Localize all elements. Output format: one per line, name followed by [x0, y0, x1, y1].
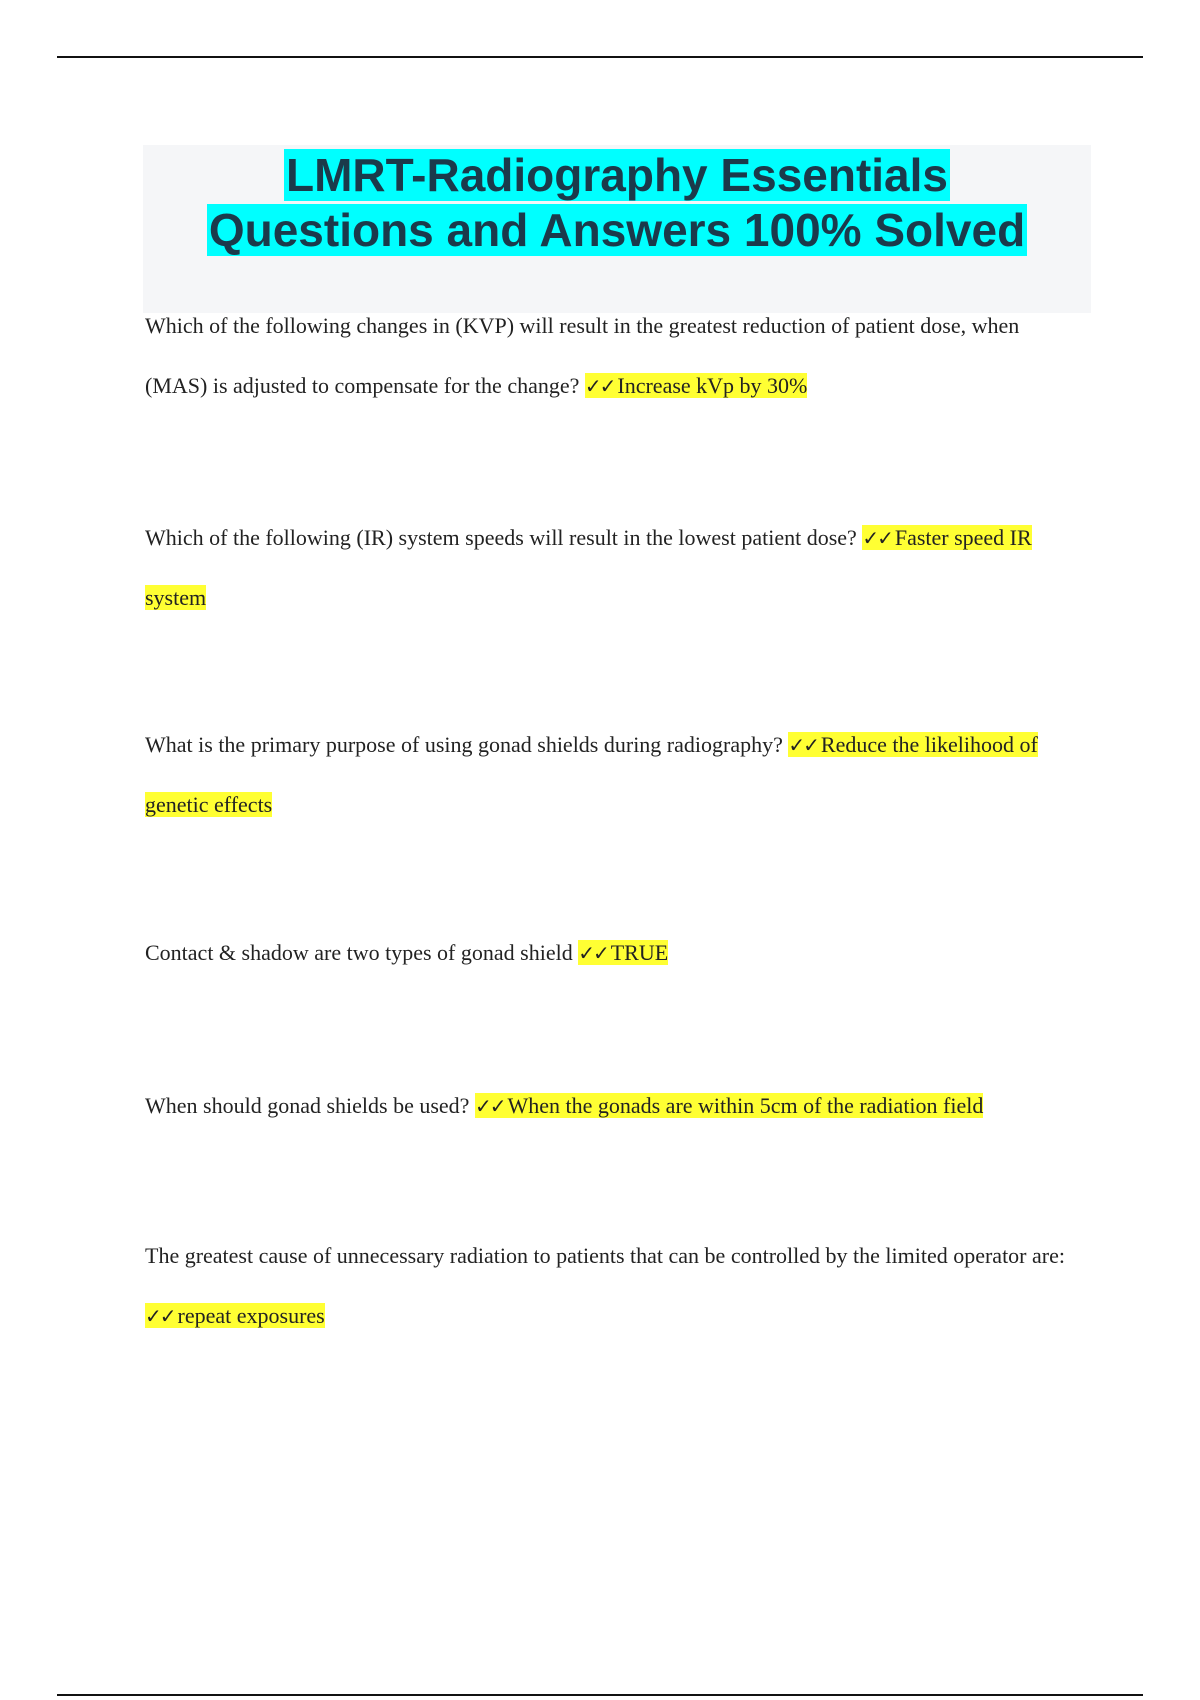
title-text-2: Questions and Answers 100% Solved	[208, 204, 1026, 256]
answer-text: Increase kVp by 30%	[617, 373, 808, 398]
title-line-1	[143, 148, 1091, 203]
double-check-icon: ✓✓	[474, 1094, 505, 1118]
title-line-2	[143, 203, 1091, 258]
answer-text: Reduce the likelihood of genetic effects	[145, 732, 1038, 817]
answer-text: repeat exposures	[177, 1303, 325, 1328]
header-rule	[57, 56, 1143, 58]
question-text: What is the primary purpose of using gonad shields during radiography?	[145, 732, 783, 757]
question-text: The greatest cause of unnecessary radiation to patients that can be controlled by the limited operator are:	[145, 1243, 1065, 1268]
qa-item-6	[145, 1226, 1085, 1346]
qa-item-4	[145, 923, 1085, 983]
answer-highlight	[145, 1303, 325, 1328]
answer-highlight	[578, 940, 668, 965]
title-text-1: LMRT-Radiography Essentials	[285, 149, 948, 201]
qa-item-3	[145, 715, 1085, 835]
answer-highlight	[475, 1093, 983, 1118]
footer-rule	[57, 1694, 1143, 1696]
question-text: Which of the following (IR) system speeds will result in the lowest patient dose?	[145, 525, 857, 550]
question-text: Which of the following changes in (KVP) will result in the greatest reduction of patient dose, when (MAS) is adjusted to compensate for the change?	[145, 313, 1020, 398]
answer-text: When the gonads are within 5cm of the radiation field	[507, 1093, 984, 1118]
double-check-icon: ✓✓	[788, 733, 818, 757]
answer-highlight	[585, 373, 808, 398]
double-check-icon: ✓✓	[584, 374, 615, 398]
double-check-icon: ✓✓	[578, 941, 608, 965]
answer-text: Faster speed IR system	[145, 525, 1032, 610]
qa-item-1	[145, 296, 1085, 416]
answer-text: TRUE	[610, 940, 669, 965]
question-text: Contact & shadow are two types of gonad shield	[145, 940, 573, 965]
double-check-icon: ✓✓	[862, 526, 892, 550]
title-block	[143, 145, 1091, 313]
qa-item-2	[145, 508, 1085, 628]
qa-item-5	[145, 1076, 1085, 1136]
question-text: When should gonad shields be used?	[145, 1093, 470, 1118]
double-check-icon: ✓✓	[145, 1304, 175, 1328]
